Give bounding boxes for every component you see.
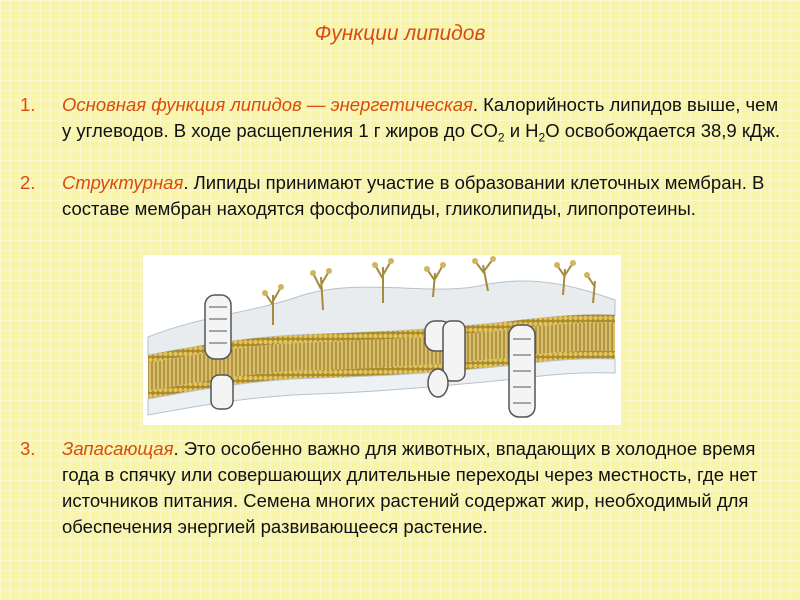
subscript: 2 [497, 130, 505, 145]
item-body: и H [504, 120, 539, 141]
item-text [62, 92, 780, 144]
item-number: 3. [20, 438, 36, 459]
item-number: 1. [20, 94, 36, 115]
list-item-1 [20, 92, 780, 144]
cell-membrane-illustration-icon [143, 255, 621, 425]
item-text [62, 170, 780, 222]
item-heading: Запасающая [62, 438, 174, 459]
list-item-3 [20, 436, 780, 540]
item-heading: Структурная [62, 172, 184, 193]
item-body: . Калорийность липидов выше, чем у углеводов. В ходе расщепления 1 г жиров до CO [62, 94, 779, 141]
membrane-image [143, 255, 621, 425]
slide-title: Функции липидов [314, 22, 486, 45]
subscript: 2 [538, 130, 546, 145]
item-body: . Это особенно важно для животных, впадающих в холодное время года в спячку или совершающих длительные переходы через местность, где нет источников питания. Семена многих растений содержат жир, необходимый для обеспечения энергией развивающееся растение. [62, 438, 758, 537]
list-item-2 [20, 170, 780, 222]
item-text [62, 436, 780, 540]
item-heading: Основная функция липидов — энергетическая [62, 94, 473, 115]
item-body: . Липиды принимают участие в образовании клеточных мембран. В составе мембран находятся фосфолипиды, гликолипиды, липопротеины. [62, 172, 765, 219]
item-body: O освобождается 38,9 кДж. [545, 120, 780, 141]
item-number: 2. [20, 172, 36, 193]
